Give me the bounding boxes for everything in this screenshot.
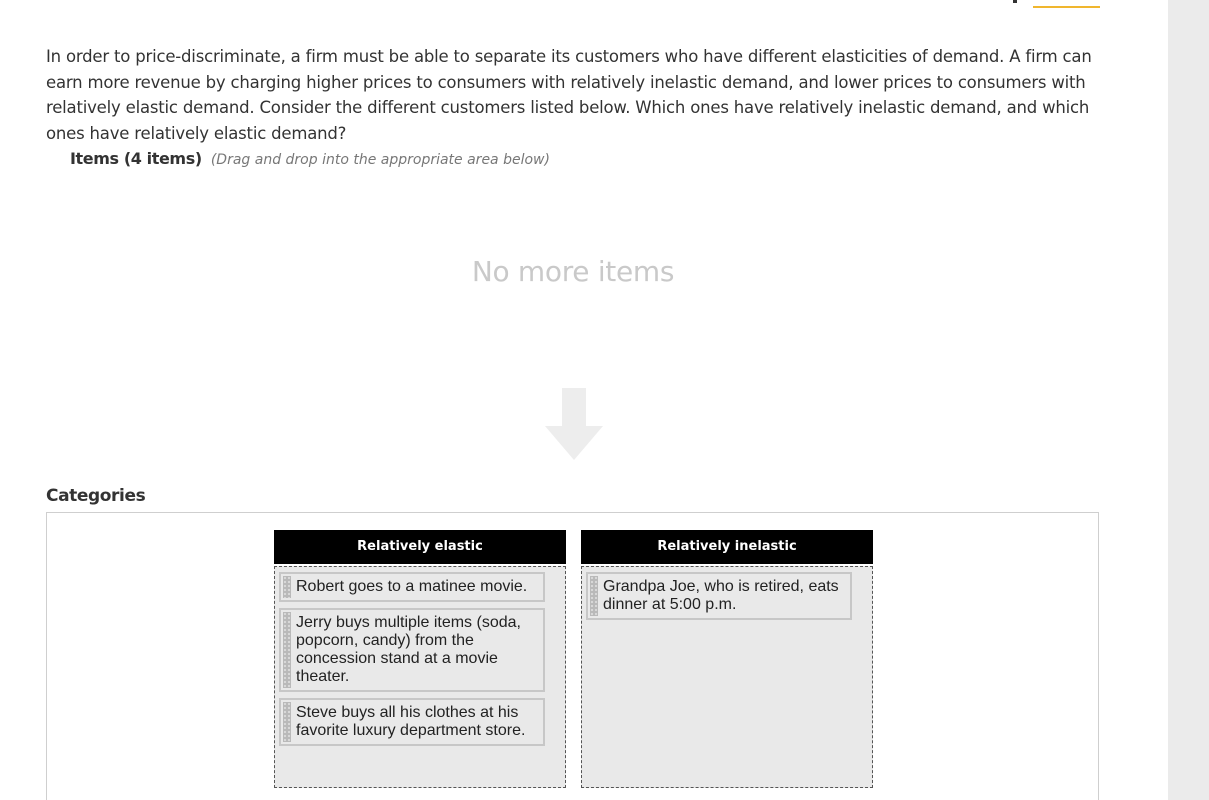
card-text: Grandpa Joe, who is retired, eats dinner at 5:00 p.m. [603, 578, 839, 613]
draggable-card[interactable] [279, 698, 545, 746]
drag-grip-icon[interactable] [283, 576, 291, 598]
items-count-label: Items (4 items) [70, 149, 202, 168]
draggable-card[interactable] [279, 608, 545, 692]
down-arrow-icon [545, 388, 603, 460]
items-header [70, 149, 550, 168]
drag-hint: (Drag and drop into the appropriate area below) [210, 152, 550, 168]
top-edge-mark [1013, 0, 1017, 3]
drag-grip-icon[interactable] [590, 576, 598, 616]
scrollbar-track[interactable] [1168, 0, 1209, 800]
category-header: Relatively inelastic [581, 530, 873, 564]
category-header: Relatively elastic [274, 530, 566, 564]
category-drop-zone[interactable] [581, 566, 873, 788]
category-drop-zone[interactable] [274, 566, 566, 788]
card-text: Jerry buys multiple items (soda, popcorn, candy) from the concession stand at a movie theater. [296, 614, 521, 685]
draggable-card[interactable] [279, 572, 545, 602]
top-accent-bar [1033, 6, 1100, 8]
category-relatively-elastic [274, 530, 566, 788]
question-text: In order to price-discriminate, a firm must be able to separate its customers who have different elasticities of demand. A firm can earn more revenue by charging higher prices to consumers with relatively inelastic demand, and lower prices to consumers with relatively elastic demand. Consider the different customers listed below. Which ones have relatively inelastic demand, and which ones have relatively elastic demand? [46, 47, 1092, 143]
draggable-card[interactable] [586, 572, 852, 620]
category-relatively-inelastic [581, 530, 873, 788]
no-more-items-message: No more items [471, 255, 675, 288]
categories-title: Categories [46, 486, 146, 506]
card-text: Robert goes to a matinee movie. [296, 578, 528, 595]
card-text: Steve buys all his clothes at his favorite luxury department store. [296, 704, 526, 739]
categories-container [46, 512, 1099, 800]
drag-grip-icon[interactable] [283, 702, 291, 742]
drag-grip-icon[interactable] [283, 612, 291, 688]
